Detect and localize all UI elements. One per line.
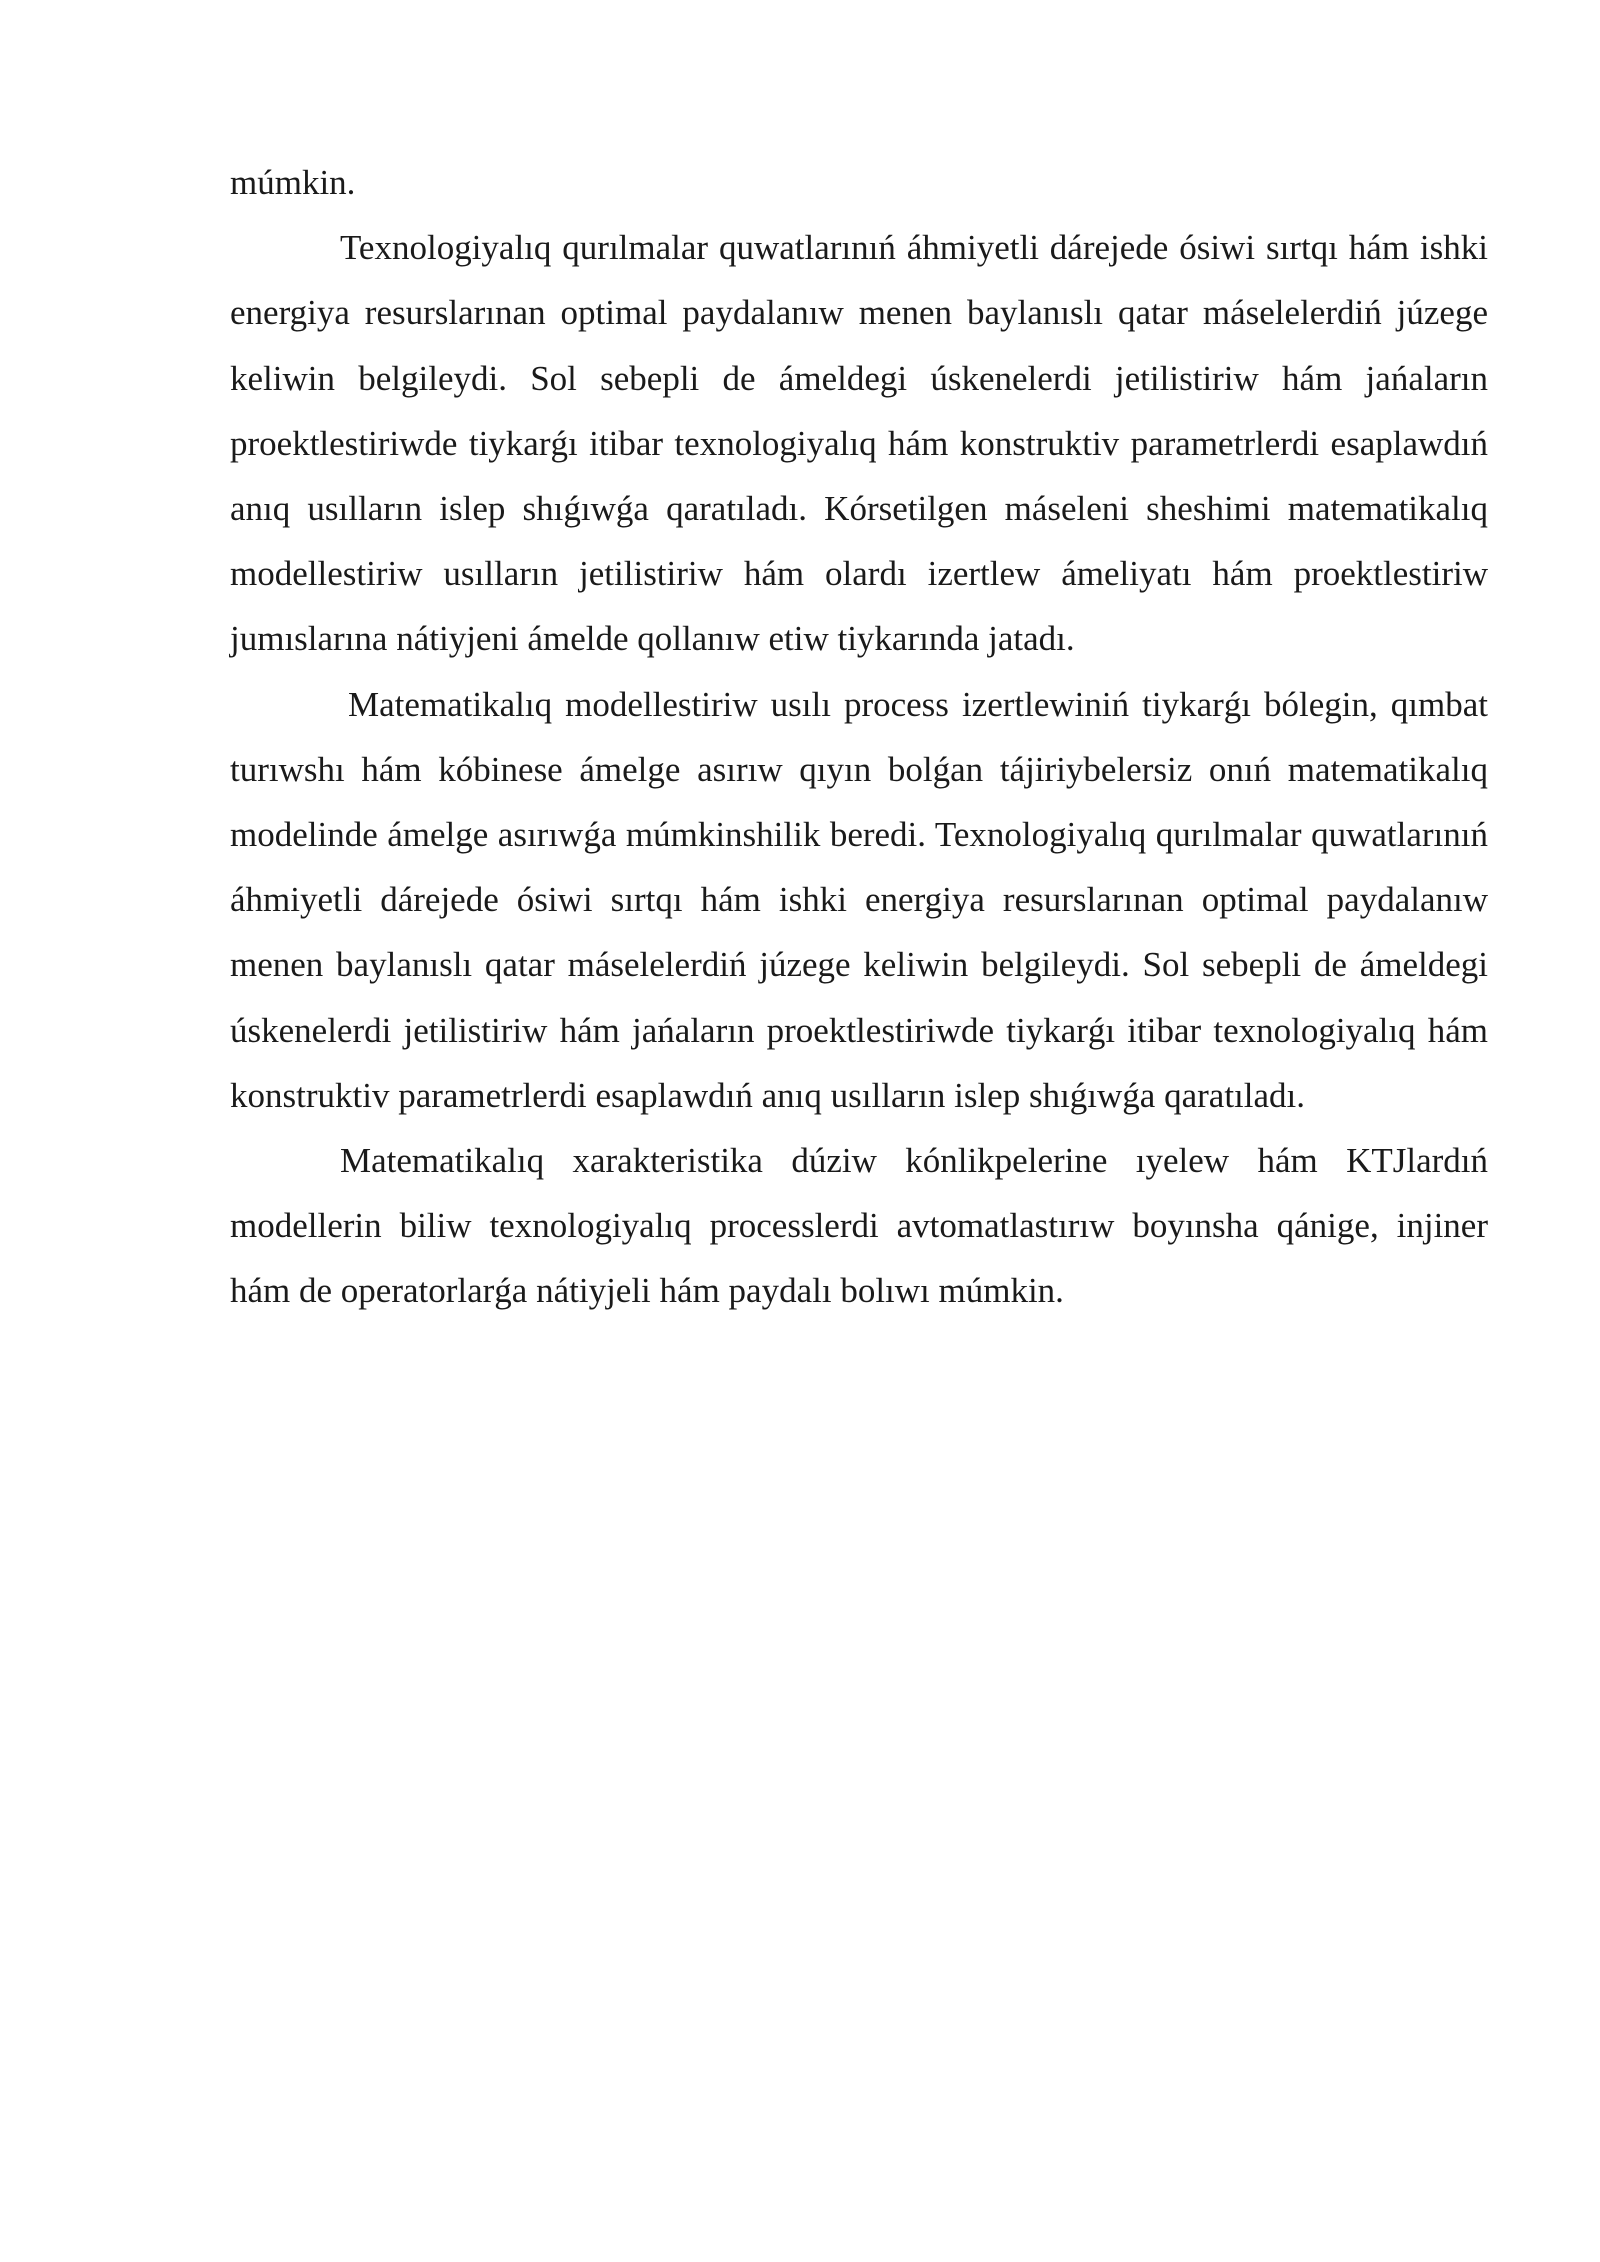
paragraph-technological-devices: Texnologiyalıq qurılmalar quwatlarınıń áhmiyetli dárejede ósiwi sırtqı hám ishki energiya resurslarınan optimal paydalanıw menen baylanıslı qatar máselelerdiń júzege keliwin belgileydi. Sol sebepli de ámeldegi úskenelerdi jetilistiriw hám jańaların proektlestiriwde tiykarǵı itibar texnologiyalıq hám konstruktiv parametrlerdi esaplawdıń anıq usılların islep shıǵıwǵa qaratıladı. Kórsetilgen máseleni sheshimi matematikalıq modellestiriw usılların jetilistiriw hám olardı izertlew ámeliyatı hám proektlestiriw jumıslarına nátiyjeni ámelde qollanıw etiw tiykarında jatadı. — [230, 228, 1488, 659]
paragraph-continuation: múmkin. — [230, 163, 356, 202]
document-page — [230, 150, 1488, 1324]
paragraph-mathematical-characteristics: Matematikalıq xarakteristika dúziw kónlikpelerine ıyelew hám KTJlardıń modellerin biliw texnologiyalıq processlerdi avtomatlastırıw boyınsha qánige, injiner hám de operatorlarǵa nátiyjeli hám paydalı bolıwı múmkin. — [230, 1141, 1488, 1311]
paragraph-mathematical-modeling: Matematikalıq modellestiriw usılı process izertlewiniń tiykarǵı bólegin, qımbat turıwshı hám kóbinese ámelge asırıw qıyın bolǵan tájiriybelersiz onıń matematikalıq modelinde ámelge asırıwǵa múmkinshilik beredi. Texnologiyalıq qurılmalar quwatlarınıń áhmiyetli dárejede ósiwi sırtqı hám ishki energiya resurslarınan optimal paydalanıw menen baylanıslı qatar máselelerdiń júzege keliwin belgileydi. Sol sebepli de ámeldegi úskenelerdi jetilistiriw hám jańaların proektlestiriwde tiykarǵı itibar texnologiyalıq hám konstruktiv parametrlerdi esaplawdıń anıq usılların islep shıǵıwǵa qaratıladı. — [230, 684, 1488, 1115]
